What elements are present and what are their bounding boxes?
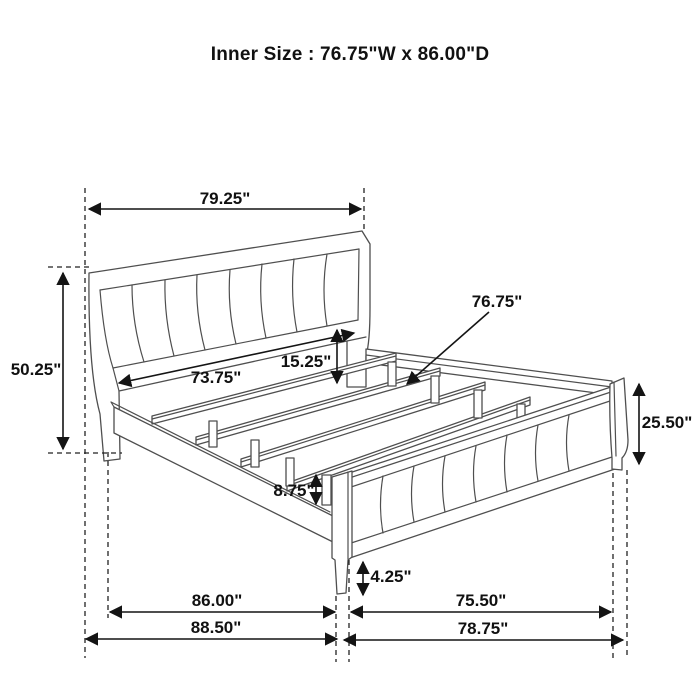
left-side-rail bbox=[111, 402, 333, 542]
dim-overall-depth bbox=[86, 618, 337, 639]
footboard-right-post bbox=[610, 378, 628, 470]
dim-inner-depth bbox=[110, 591, 335, 612]
dim-footboard-height bbox=[639, 384, 692, 464]
dim-label: 78.75" bbox=[457, 619, 509, 638]
footboard-left-post bbox=[332, 471, 352, 594]
slat-leg bbox=[388, 362, 396, 386]
diagram-title: Inner Size : 76.75"W x 86.00"D bbox=[210, 44, 490, 65]
dim-label: 75.50" bbox=[455, 591, 507, 610]
slat-leg bbox=[251, 440, 259, 467]
dim-label: 73.75" bbox=[190, 368, 242, 387]
dim-label: 50.25" bbox=[10, 360, 62, 379]
dim-label: 79.25" bbox=[199, 189, 251, 208]
dim-label: 25.50" bbox=[641, 413, 693, 432]
dim-footboard-leg-height bbox=[363, 562, 412, 595]
right-side-rail-board bbox=[366, 349, 612, 395]
dim-headboard-height bbox=[11, 273, 63, 449]
slat-leg bbox=[474, 390, 482, 418]
slat-leg bbox=[431, 376, 439, 403]
dim-label: 8.75" bbox=[273, 481, 315, 500]
right-side-rail bbox=[366, 349, 612, 395]
dim-label: 88.50" bbox=[190, 618, 242, 637]
dim-headboard-width bbox=[89, 189, 361, 209]
dim-footboard-width bbox=[344, 619, 623, 640]
dim-label: 15.25" bbox=[280, 352, 332, 371]
bed-drawing bbox=[89, 231, 628, 594]
dim-label: 4.25" bbox=[370, 567, 412, 586]
slat-leg bbox=[209, 421, 217, 447]
slat-leg bbox=[322, 475, 331, 505]
left-side-rail-board bbox=[114, 407, 333, 542]
dim-footboard-inner-width bbox=[351, 591, 611, 612]
dim-label: 76.75" bbox=[471, 292, 523, 311]
dim-label: 86.00" bbox=[191, 591, 243, 610]
